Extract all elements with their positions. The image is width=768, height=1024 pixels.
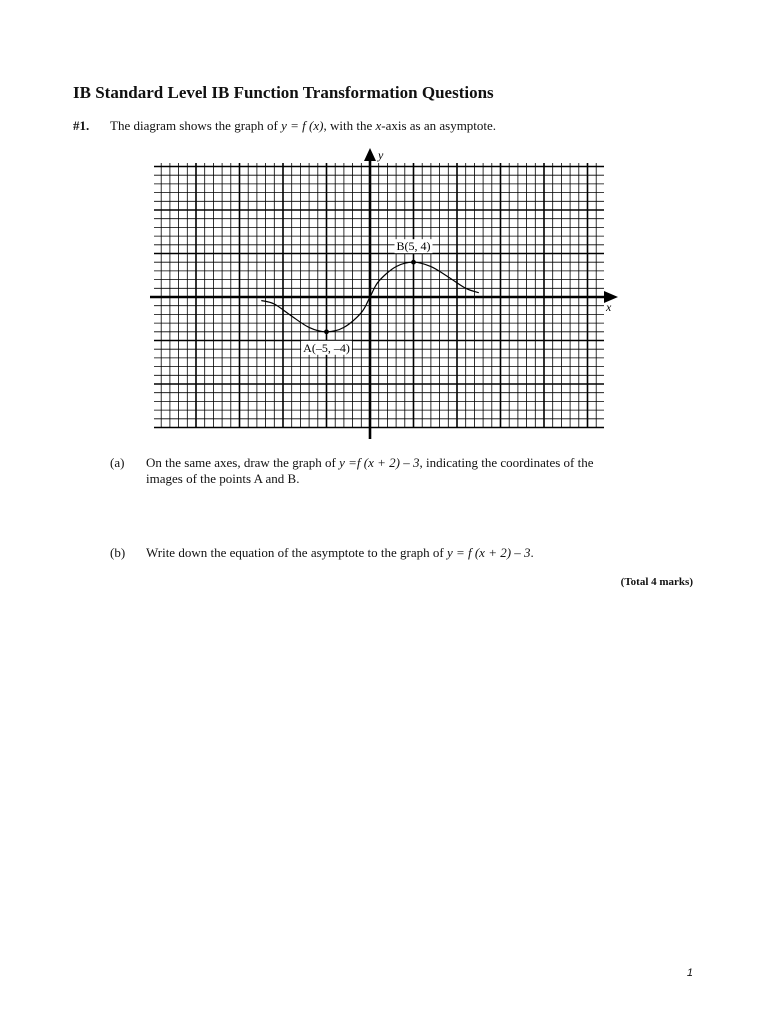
total-marks: (Total 4 marks) [620, 576, 693, 588]
part-a-line2: images of the points A and B. [146, 471, 300, 486]
function-graph [148, 146, 620, 444]
point-marker [324, 329, 329, 334]
point-label-b: B(5, 4) [396, 239, 431, 254]
part-b-text [146, 545, 646, 561]
page-number: 1 [686, 967, 693, 979]
y-axis-label: y [378, 148, 384, 162]
question-intro-pre: The diagram shows the graph of [110, 118, 282, 133]
axes [150, 148, 618, 439]
question-intro-xaxis: x [375, 118, 382, 133]
part-a-pre: On the same axes, draw the graph of [146, 455, 340, 470]
point-marker [411, 260, 416, 265]
x-axis-label: x [606, 300, 612, 314]
question-number: #1. [73, 118, 90, 133]
part-a-label: (a) [110, 455, 125, 470]
part-a-post: , indicating the coordinates of the [419, 455, 594, 470]
part-b-label: (b) [110, 545, 126, 560]
y-axis-arrow-icon [364, 148, 376, 161]
part-b-pre: Write down the equation of the asymptote to the graph of [146, 545, 447, 560]
question-intro [110, 118, 496, 134]
point-label-a: A(–5, –4) [303, 340, 350, 355]
question-intro-mid: , with the [323, 118, 376, 133]
question-intro-function: y = f (x) [281, 118, 324, 133]
page-title: IB Standard Level IB Function Transformation Questions [73, 83, 494, 102]
question-intro-post: -axis as an asymptote. [381, 118, 497, 133]
part-a-text [146, 455, 646, 487]
part-b-post: . [530, 545, 534, 560]
part-b-expression: y = f (x + 2) – 3 [446, 545, 531, 560]
part-a-expression: y =f (x + 2) – 3 [339, 455, 420, 470]
grid-lines [154, 163, 604, 428]
